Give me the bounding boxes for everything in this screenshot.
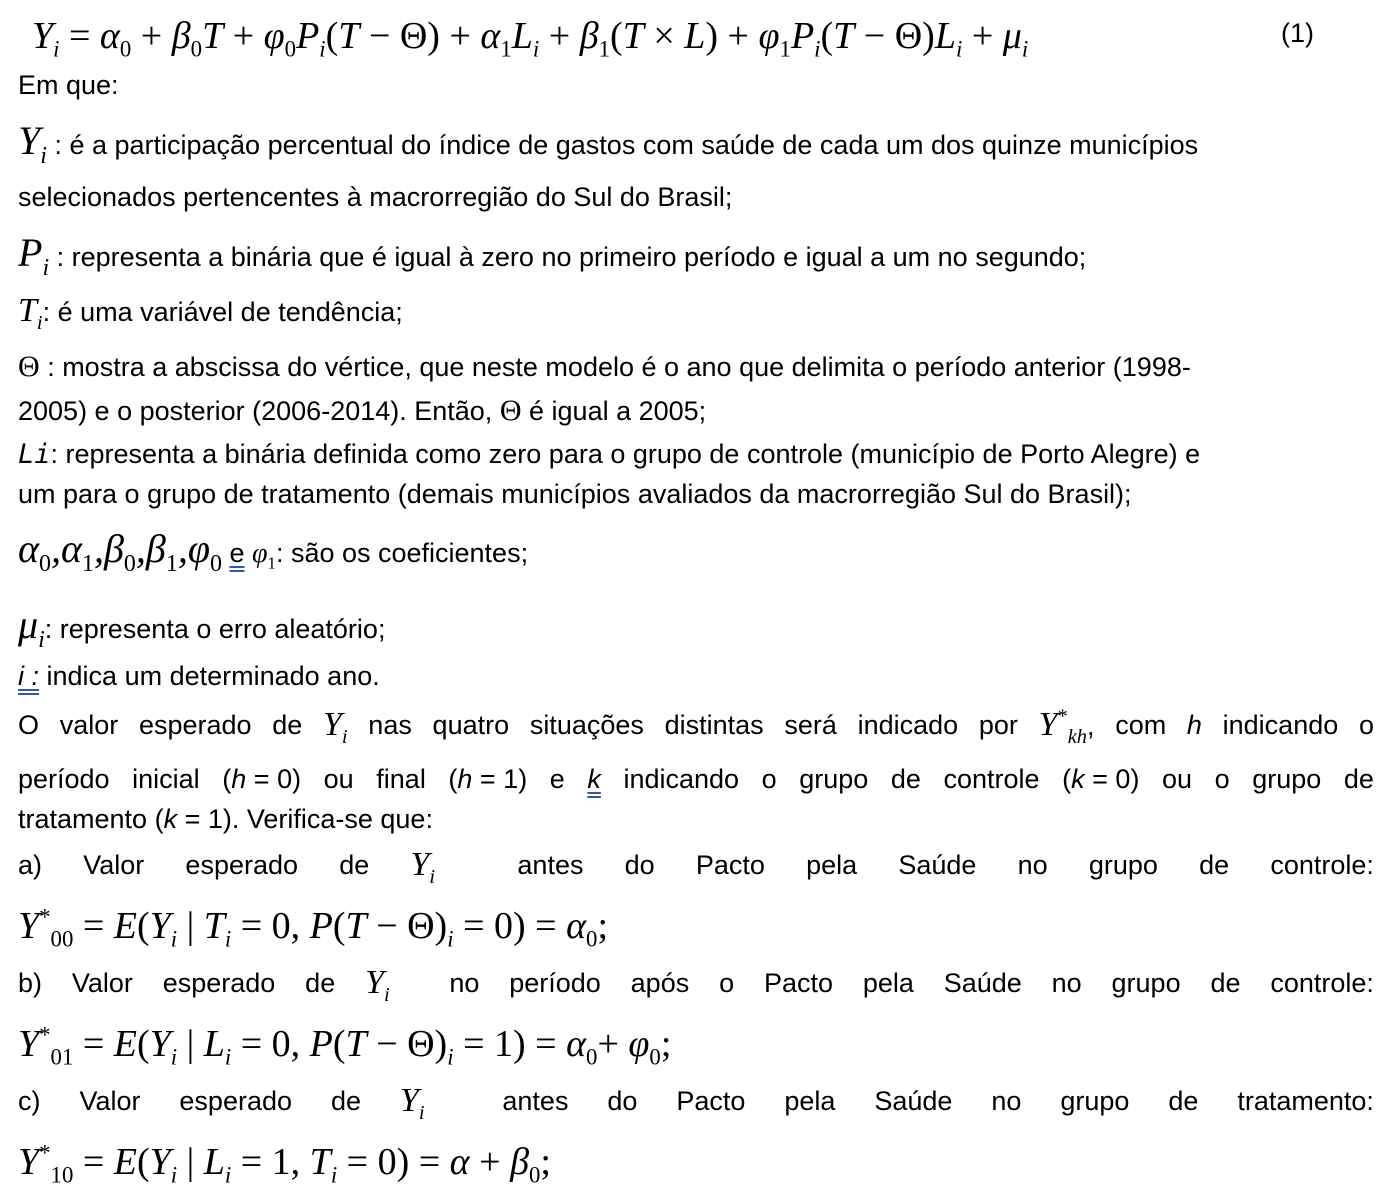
para-line-2 [18,762,1374,796]
item-a-equation: $Y^*_{00} = E(Y_i$ | $T_i = 0$, $P(T - \Theta)_i = 0) = \alpha_0$; [18,904,608,952]
text-word: Valor [71,968,133,998]
def-li [18,437,1374,472]
symbol-phi1: $\varphi_1$ [252,538,276,573]
text-word: inicial [132,764,200,794]
text-word: Pacto [676,1086,746,1116]
text-word: o [761,764,777,794]
equation-main: $Y_i = \alpha_0 + \beta_0T + \varphi_0P_i(T - \Theta) + \alpha_1L_i + \beta_1(T \times L) + \varphi_1P_i(T - \Theta)L_i + \mu_i$ [32,15,1029,62]
text-word: (h = 1) [448,764,528,794]
def-y-cont: selecionados pertencentes à macrorregião do Sul do Brasil; [18,182,733,212]
text-word: no [991,1086,1022,1116]
item-b-text [18,964,1374,1006]
text-word: antes [502,1086,569,1116]
para-word: será [784,710,837,740]
text-word: no [1017,850,1048,880]
def-t-text: : é uma variável de tendência; [42,297,403,327]
def-p-text: : representa a binária que é igual à zero no primeiro período e igual a um no segundo; [56,242,1087,272]
def-mu-text: : representa o erro aleatório; [44,614,386,644]
text-word: grupo [1252,764,1322,794]
text-word: (k = 0) [1062,764,1140,794]
text-word: pela [862,968,914,998]
def-li-cont: um para o grupo de tratamento (demais municípios avaliados da macrorregião Sul do Brasil); [18,479,1132,509]
text-word: de [1168,1086,1199,1116]
text-word: esperado [185,850,299,880]
para-word: situações [529,710,644,740]
item-c-text [18,1082,1374,1124]
def-p [18,230,1374,281]
text-word: (h = 0) [222,764,302,794]
text-word: grupo [799,764,869,794]
para-word: O [18,710,40,740]
text-word: pela [806,850,858,880]
text-word: a) [18,850,43,880]
text-word: do [624,850,655,880]
text-word: Valor [83,850,145,880]
def-theta [18,350,1374,384]
coef-e: e [229,538,245,568]
para-word: por [978,710,1018,740]
text-word: grupo [1088,850,1158,880]
text-word: grupo [1111,968,1181,998]
text-word: esperado [162,968,276,998]
text-word: antes [517,850,584,880]
def-li-text: : representa a binária definida como zero para o grupo de controle (município de Porto Alegre) e [50,439,1201,469]
text-word: Pacto [763,968,833,998]
item-c-equation: $Y^*_{10} = E(Y_i$ | $L_i = 1$, $T_i = 0) = \alpha + \beta_0$; [18,1140,551,1188]
symbol-y-inline: $Y_i$ [410,846,436,888]
para-line-3: tratamento (k = 1). Verifica-se que: [18,804,433,834]
def-t [18,292,1374,334]
symbol-y-inline: $Y_i$ [365,964,390,1006]
text-word: de [330,1086,361,1116]
text-em-que: Em que: [18,70,119,100]
text-word: e [549,764,565,794]
text-word: indicando [623,764,740,794]
symbol-p: $P_i$ [18,230,50,281]
text-word: Saúde [898,850,977,880]
text-word: Saúde [943,968,1022,998]
text-word: grupo [1060,1086,1130,1116]
text-word: do [607,1086,638,1116]
text-word: b) [18,968,43,998]
text-word: período [18,764,110,794]
text-word: tratamento: [1237,1086,1374,1116]
text-word: Saúde [874,1086,953,1116]
def-y-text: : é a participação percentual do índice de gastos com saúde de cada um dos quinze municípios [54,130,1199,160]
para-word: com [1115,710,1167,740]
text-word: de [1343,764,1374,794]
para-word: quatro [432,710,510,740]
symbol-theta-2: Θ [499,394,522,427]
text-word: Valor [79,1086,141,1116]
def-theta-cont-b: é igual a 2005; [529,396,707,426]
text-word: c) [18,1086,41,1116]
text-word: o [719,968,735,998]
item-b-equation: $Y^*_{01} = E(Y_i$ | $L_i = 0$, $P(T - \Theta)_i = 1) = \alpha_0+ \varphi_0$; [18,1022,672,1070]
text-word: controle: [1270,850,1374,880]
symbol-mu: $\mu_i$ [18,602,45,653]
def-theta-text: : mostra a abscissa do vértice, que neste modelo é o ano que delimita o período anterior (1998- [47,352,1191,382]
para-word: o [1358,710,1374,740]
equation-number: (1) [1281,18,1314,48]
item-a-text [18,846,1374,888]
para-word: h [1186,710,1202,740]
text-word: ou [323,764,354,794]
text-word: pela [784,1086,836,1116]
text-word: de [1210,968,1241,998]
para-word: valor [59,710,119,740]
para-line-1 [18,705,1374,748]
para-word: indicado [857,710,959,740]
text-word: controle: [1270,968,1374,998]
text-word: ou [1162,764,1193,794]
symbol-y: $Y_i$ [18,118,47,169]
text-word: k [587,764,601,794]
text-word: o [1214,764,1230,794]
symbol-li: Li [18,439,51,470]
def-i-text: indica um determinado ano. [46,661,380,691]
text-word: de [1199,850,1230,880]
symbol-t: $T_i$ [18,292,43,334]
text-word: de [890,764,921,794]
def-i [18,659,1374,693]
para-word: esperado [138,710,252,740]
text-word: Pacto [695,850,765,880]
para-word: indicando [1222,710,1339,740]
def-mu [18,602,1374,653]
text-word: período [509,968,601,998]
text-word: no [1051,968,1082,998]
text-word: final [376,764,426,794]
text-word: no [449,968,480,998]
symbol-ykh: $Y^*_{kh}$, [1038,705,1095,748]
def-theta-cont-a: 2005) e o posterior (2006-2014). Então, [18,396,493,426]
symbol-i: i : [18,661,40,691]
para-word: de [272,710,303,740]
def-y [18,118,1374,169]
def-theta-cont [18,394,1374,428]
symbol-y-inline: $Y_i$ [323,706,348,748]
def-coefs [18,526,1374,577]
def-coefs-text: : são os coeficientes; [275,538,529,568]
symbol-y-inline: $Y_i$ [399,1082,425,1124]
symbol-theta: Θ [18,350,40,383]
text-word: após [630,968,690,998]
text-word: esperado [179,1086,292,1116]
text-word: de [339,850,370,880]
para-word: distintas [664,710,764,740]
para-word: nas [368,710,412,740]
text-word: de [305,968,336,998]
symbol-coefs: $\alpha_0,\alpha_1,\beta_0,\beta_1,\varphi_0$ [18,526,222,577]
text-word: controle [943,764,1040,794]
